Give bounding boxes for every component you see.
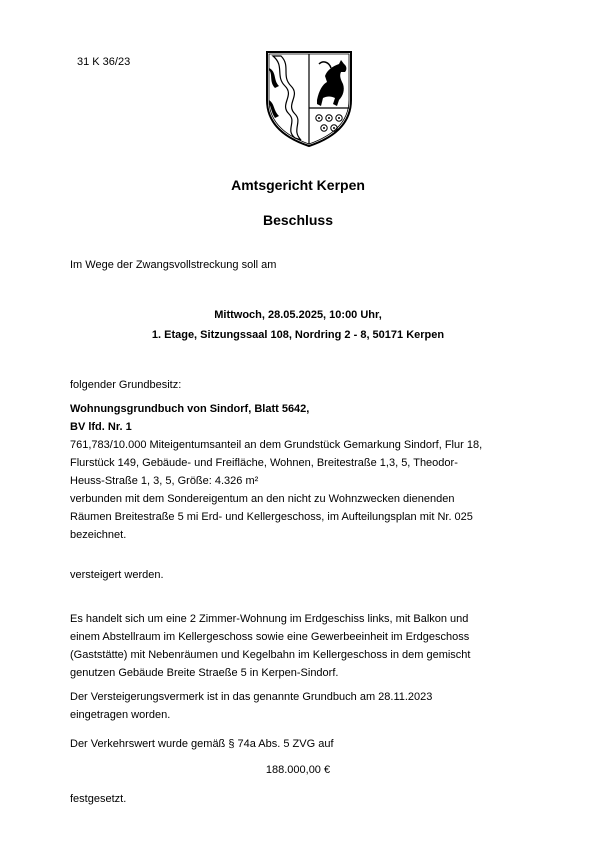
bv-number: BV lfd. Nr. 1 (70, 421, 132, 433)
property-line: Flurstück 149, Gebäude- und Freifläche, Wohnen, Breitestraße 1,3, 5, Theodor- (70, 457, 458, 469)
property-label: folgender Grundbesitz: (70, 379, 182, 391)
auction-word: versteigert werden. (70, 569, 164, 581)
note-line: eingetragen worden. (70, 709, 171, 721)
description-line: (Gaststätte) mit Nebenräumen und Kegelbahn im Kellergeschoss in dem gemischt (70, 649, 471, 661)
coat-of-arms-emblem (261, 48, 357, 148)
intro-text: Im Wege der Zwangsvollstreckung soll am (70, 259, 277, 271)
value-intro: Der Verkehrswert wurde gemäß § 74a Abs. 5 ZVG auf (70, 738, 334, 750)
land-register: Wohnungsgrundbuch von Sindorf, Blatt 5642, (70, 403, 310, 415)
note-line: Der Versteigerungsvermerk ist in das genannte Grundbuch am 28.11.2023 (70, 691, 433, 703)
case-number: 31 K 36/23 (77, 56, 131, 68)
description-line: genutzen Gebäude Breite Straeße 5 in Kerpen-Sindorf. (70, 667, 339, 679)
market-value: 188.000,00 € (265, 764, 331, 776)
property-line: bezeichnet. (70, 529, 127, 541)
property-line: Heuss-Straße 1, 3, 5, Größe: 4.326 m² (70, 475, 259, 487)
description-line: Es handelt sich um eine 2 Zimmer-Wohnung im Erdgeschiss links, mit Balkon und (70, 613, 469, 625)
closing-text: festgesetzt. (70, 793, 127, 805)
description-line: einem Abstellraum im Kellergeschoss sowie eine Gewerbeeinheit im Erdgeschoss (70, 631, 470, 643)
property-line: Räumen Breitestraße 5 mi Erd- und Kellergeschoss, im Aufteilungsplan mit Nr. 025 (70, 511, 473, 523)
auction-date: Mittwoch, 28.05.2025, 10:00 Uhr, (214, 309, 382, 321)
property-line: 761,783/10.000 Miteigentumsanteil an dem Grundstück Gemarkung Sindorf, Flur 18, (70, 439, 483, 451)
document-type: Beschluss (262, 212, 334, 228)
property-line: verbunden mit dem Sondereigentum an den nicht zu Wohnzwecken dienenden (70, 493, 455, 505)
court-name: Amtsgericht Kerpen (231, 177, 365, 193)
auction-location: 1. Etage, Sitzungssaal 108, Nordring 2 - 8, 50171 Kerpen (151, 329, 445, 341)
